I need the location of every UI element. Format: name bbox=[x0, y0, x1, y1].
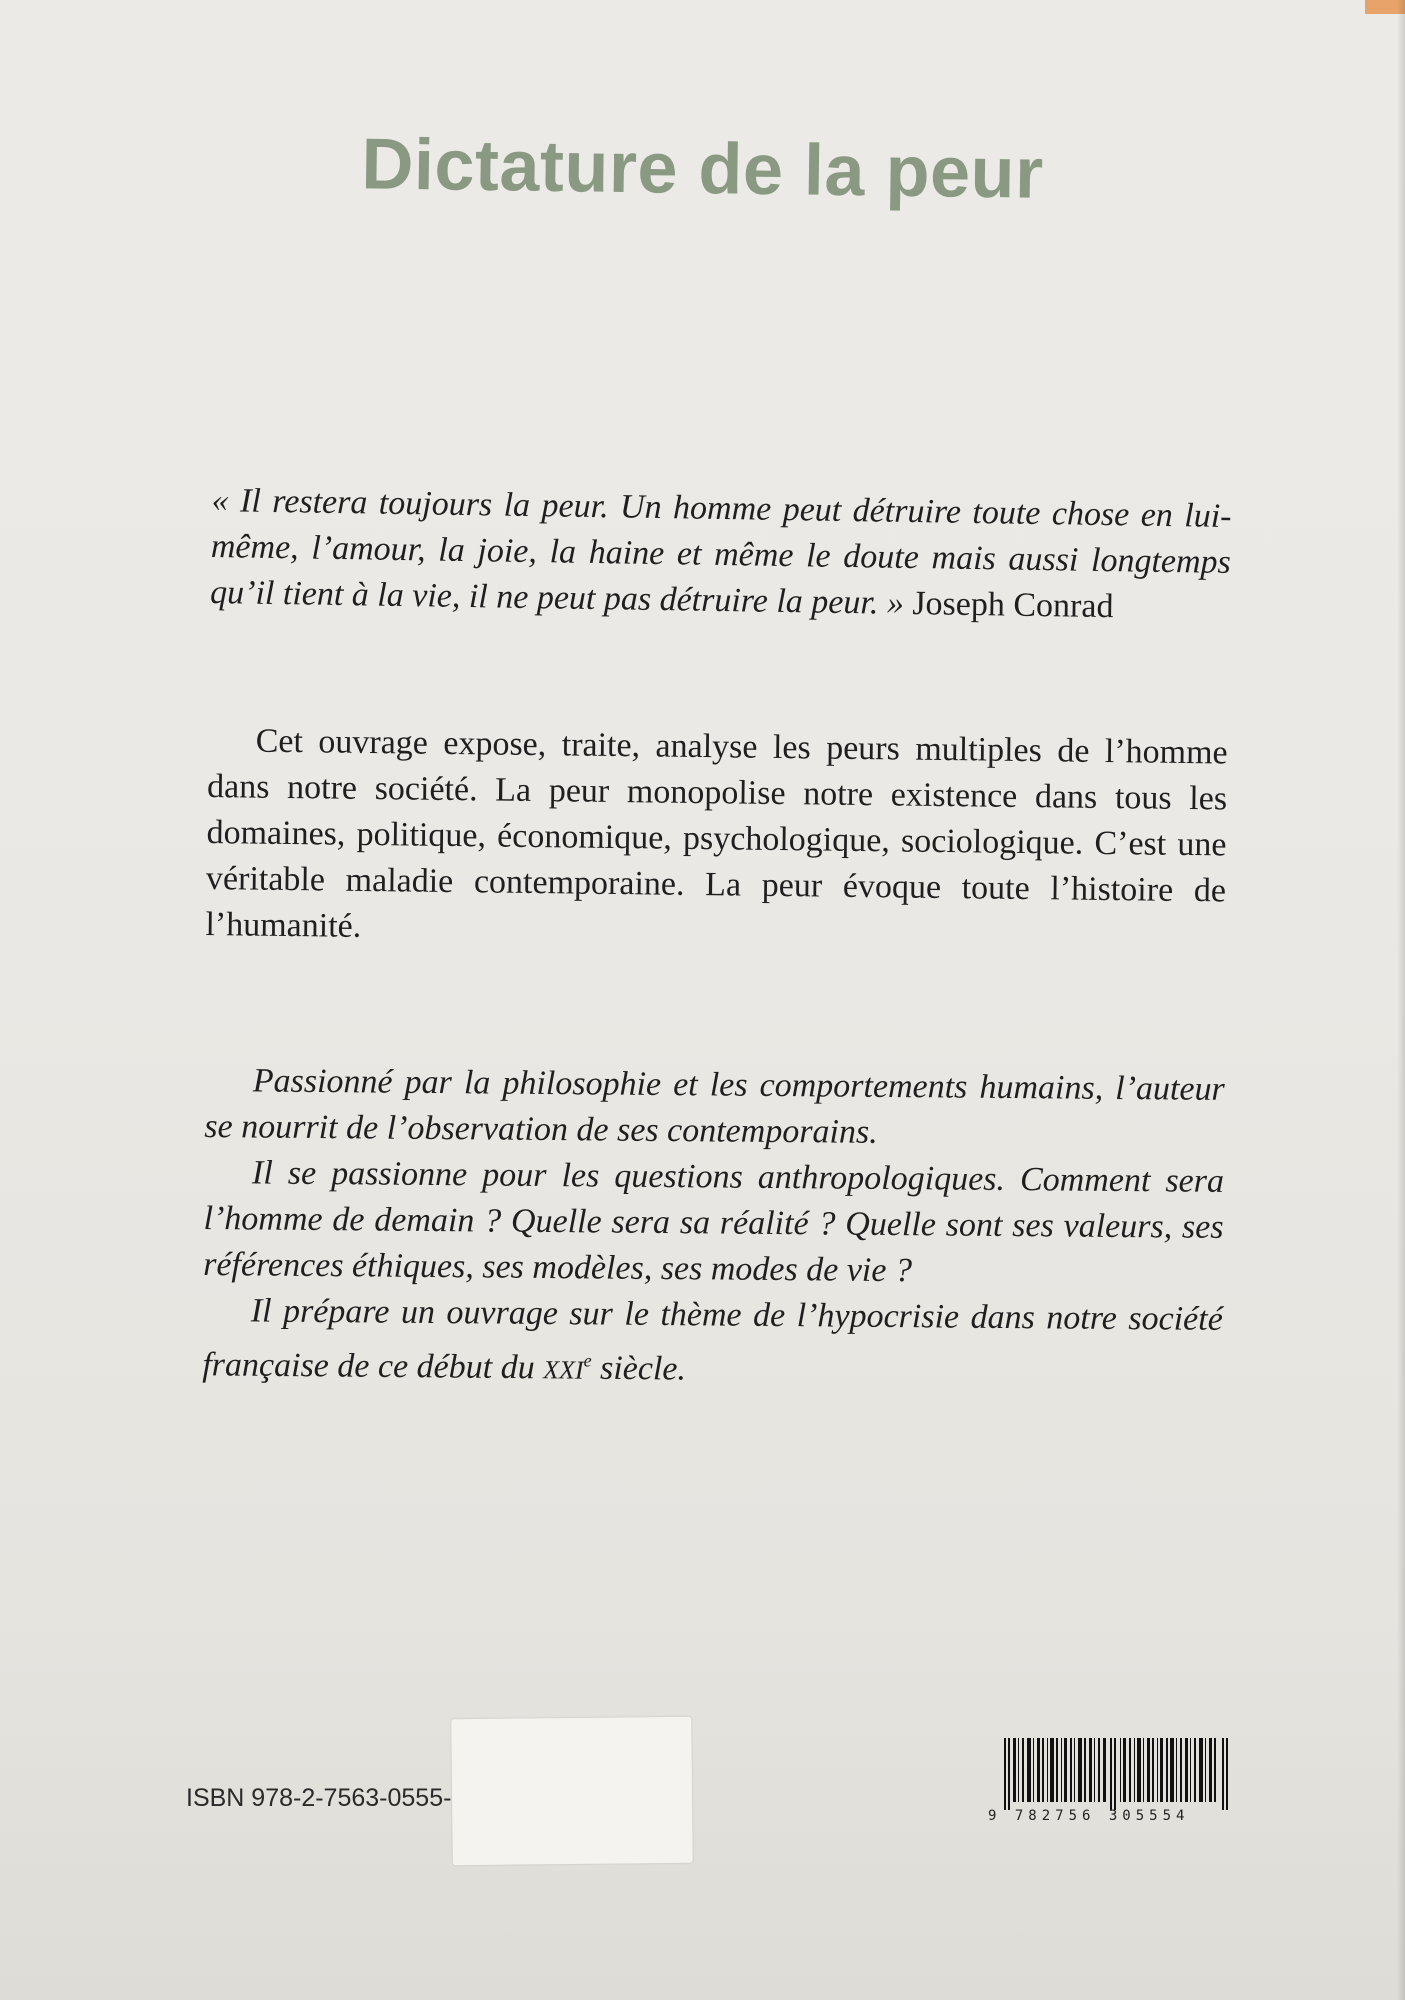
bio-paragraph-3 bbox=[202, 1288, 1223, 1399]
barcode-image bbox=[1004, 1738, 1230, 1810]
century-numeral: XXI bbox=[543, 1355, 584, 1385]
isbn-label: ISBN 978-2-7563-0555- bbox=[186, 1784, 452, 1812]
cover-edge-shadow bbox=[1397, 0, 1405, 2000]
barcode-digits: 9 782756 305554 bbox=[988, 1808, 1190, 1824]
bio-paragraph-2: Il se passionne pour les questions anthropologiques. Comment sera l’homme de demain ? Quelle sera sa réalité ? Quelle sont ses valeurs, ses références éthiques, ses modèles, ses modes de vie ? bbox=[203, 1154, 1225, 1290]
bio-paragraph-3-start: Il prépare un ouvrage sur le thème de l’hypocrisie dans notre société française de ce début du bbox=[202, 1292, 1223, 1387]
epigraph-quote bbox=[210, 478, 1232, 632]
quote-author: Joseph Conrad bbox=[912, 585, 1114, 626]
price-sticker bbox=[451, 1717, 693, 1866]
book-title: Dictature de la peur bbox=[360, 124, 1045, 214]
bio-paragraph-3-end: siècle. bbox=[591, 1349, 687, 1388]
bio-paragraph-1: Passionné par la philosophie et les comportements humains, l’auteur se nourrit de l’observation de ses contemporains. bbox=[204, 1062, 1225, 1151]
century-superscript: e bbox=[583, 1350, 592, 1371]
quote-text: « Il restera toujours la peur. Un homme peut détruire toute chose en lui-même, l’amour, la joie, la haine et même le doute mais aussi longtemps qu’il tient à la vie, il ne peut pas détruire la peur. » bbox=[209, 481, 1232, 622]
description-paragraph: Cet ouvrage expose, traite, analyse les peurs multiples de l’homme dans notre société. La peur monopolise notre existence dans tous les domaines, politique, économique, psychologique, sociologique. C’est une véritable maladie contemporaine. La peur évoque toute l’histoire de l’humanité. bbox=[205, 722, 1228, 945]
author-bio bbox=[202, 1058, 1225, 1399]
book-description bbox=[205, 718, 1228, 960]
